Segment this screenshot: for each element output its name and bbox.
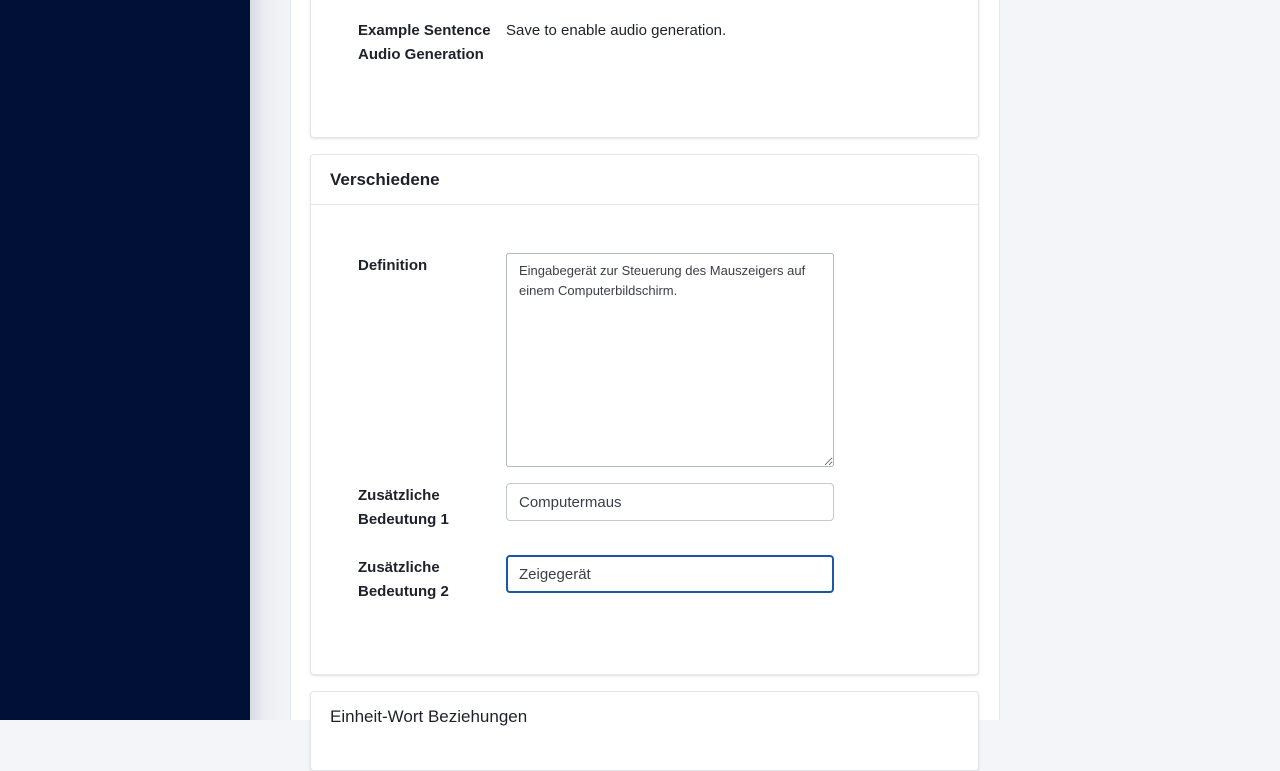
relations-card — [310, 691, 979, 771]
relations-card-title: Einheit-Wort Beziehungen — [330, 707, 528, 726]
additional-meaning-2-label: Zusätzliche Bedeutung 2 — [358, 559, 449, 600]
sidebar — [0, 0, 250, 720]
definition-label: Definition — [358, 257, 428, 274]
additional-meaning-1-label: Zusätzliche Bedeutung 1 — [358, 487, 449, 528]
audio-generation-label: Example Sentence Audio Generation — [358, 22, 491, 63]
additional-meaning-1-input[interactable] — [506, 483, 834, 521]
definition-textarea[interactable] — [506, 253, 834, 467]
misc-card-title: Verschiedene — [311, 155, 978, 205]
audio-generation-card — [310, 0, 979, 138]
additional-meaning-2-input[interactable] — [506, 555, 834, 593]
sidebar-shadow — [250, 0, 290, 720]
audio-generation-value: Save to enable audio generation. — [506, 22, 727, 39]
misc-card — [310, 154, 979, 675]
